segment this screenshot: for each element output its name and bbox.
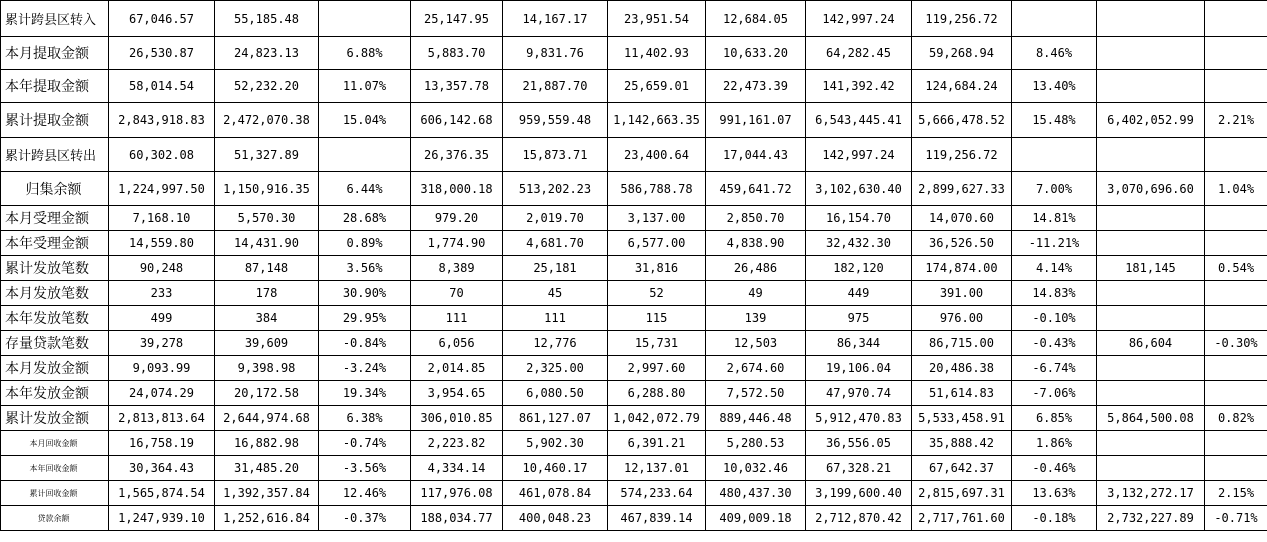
- table-cell[interactable]: 9,093.99: [109, 356, 215, 381]
- row-label[interactable]: 累计跨县区转出: [1, 138, 109, 172]
- table-cell[interactable]: 39,278: [109, 331, 215, 356]
- table-cell[interactable]: 959,559.48: [503, 103, 608, 138]
- table-cell[interactable]: 979.20: [411, 206, 503, 231]
- table-cell[interactable]: 3.56%: [319, 256, 411, 281]
- table-cell[interactable]: 23,400.64: [608, 138, 706, 172]
- row-label[interactable]: 累计回收金额: [1, 481, 109, 506]
- table-cell[interactable]: 52: [608, 281, 706, 306]
- table-cell[interactable]: 119,256.72: [912, 138, 1012, 172]
- table-cell[interactable]: 4,838.90: [706, 231, 806, 256]
- row-label[interactable]: 存量贷款笔数: [1, 331, 109, 356]
- row-label[interactable]: 本月发放金额: [1, 356, 109, 381]
- table-cell[interactable]: 16,154.70: [806, 206, 912, 231]
- table-cell[interactable]: -0.84%: [319, 331, 411, 356]
- table-cell[interactable]: 889,446.48: [706, 406, 806, 431]
- table-row: [1, 138, 1267, 172]
- table-cell[interactable]: 181,145: [1097, 256, 1205, 281]
- table-cell[interactable]: [1205, 1, 1267, 37]
- table-cell[interactable]: 5,666,478.52: [912, 103, 1012, 138]
- table-cell[interactable]: 3,132,272.17: [1097, 481, 1205, 506]
- table-cell[interactable]: 5,883.70: [411, 37, 503, 70]
- table-cell[interactable]: [1097, 1, 1205, 37]
- table-cell[interactable]: 606,142.68: [411, 103, 503, 138]
- table-cell[interactable]: 2,899,627.33: [912, 172, 1012, 206]
- table-row: [1, 206, 1267, 231]
- table-cell[interactable]: 5,864,500.08: [1097, 406, 1205, 431]
- table-cell[interactable]: 111: [503, 306, 608, 331]
- table-cell[interactable]: 2,712,870.42: [806, 506, 912, 531]
- table-cell[interactable]: 10,032.46: [706, 456, 806, 481]
- table-cell[interactable]: -0.71%: [1205, 506, 1267, 531]
- table-cell[interactable]: 28.68%: [319, 206, 411, 231]
- table-cell[interactable]: 0.54%: [1205, 256, 1267, 281]
- table-cell[interactable]: 39,609: [215, 331, 319, 356]
- table-cell[interactable]: 12.46%: [319, 481, 411, 506]
- table-cell[interactable]: -3.56%: [319, 456, 411, 481]
- table-cell[interactable]: 2,815,697.31: [912, 481, 1012, 506]
- table-cell[interactable]: 124,684.24: [912, 70, 1012, 103]
- table-cell[interactable]: 36,556.05: [806, 431, 912, 456]
- table-cell[interactable]: 2,717,761.60: [912, 506, 1012, 531]
- table-cell[interactable]: 3,954.65: [411, 381, 503, 406]
- table-cell[interactable]: 67,046.57: [109, 1, 215, 37]
- table-cell[interactable]: [1205, 381, 1267, 406]
- table-cell[interactable]: -3.24%: [319, 356, 411, 381]
- table-cell[interactable]: 2.15%: [1205, 481, 1267, 506]
- table-cell[interactable]: 30.90%: [319, 281, 411, 306]
- table-cell[interactable]: 1.04%: [1205, 172, 1267, 206]
- table-cell[interactable]: 31,485.20: [215, 456, 319, 481]
- table-cell[interactable]: [1097, 281, 1205, 306]
- table-cell[interactable]: 449: [806, 281, 912, 306]
- table-cell[interactable]: 9,831.76: [503, 37, 608, 70]
- table-cell[interactable]: [1097, 206, 1205, 231]
- table-cell[interactable]: 26,486: [706, 256, 806, 281]
- table-cell[interactable]: 1,247,939.10: [109, 506, 215, 531]
- table-cell[interactable]: 70: [411, 281, 503, 306]
- row-label[interactable]: 归集余额: [1, 172, 109, 206]
- table-cell[interactable]: [1097, 70, 1205, 103]
- table-cell[interactable]: 8.46%: [1012, 37, 1097, 70]
- table-cell[interactable]: 60,302.08: [109, 138, 215, 172]
- table-cell[interactable]: [1097, 456, 1205, 481]
- table-cell[interactable]: 19.34%: [319, 381, 411, 406]
- table-cell[interactable]: 461,078.84: [503, 481, 608, 506]
- table-cell[interactable]: 1,252,616.84: [215, 506, 319, 531]
- table-cell[interactable]: -11.21%: [1012, 231, 1097, 256]
- table-cell[interactable]: 141,392.42: [806, 70, 912, 103]
- table-cell[interactable]: 6.88%: [319, 37, 411, 70]
- table-cell[interactable]: 4,681.70: [503, 231, 608, 256]
- row-label[interactable]: 累计跨县区转入: [1, 1, 109, 37]
- table-cell[interactable]: 2,674.60: [706, 356, 806, 381]
- table-cell[interactable]: 22,473.39: [706, 70, 806, 103]
- table-cell[interactable]: -0.10%: [1012, 306, 1097, 331]
- table-cell[interactable]: 86,604: [1097, 331, 1205, 356]
- table-cell[interactable]: [1097, 138, 1205, 172]
- table-cell[interactable]: 24,823.13: [215, 37, 319, 70]
- table-cell[interactable]: 11.07%: [319, 70, 411, 103]
- table-cell[interactable]: 2,850.70: [706, 206, 806, 231]
- table-row: [1, 381, 1267, 406]
- table-row: [1, 256, 1267, 281]
- table-cell[interactable]: 142,997.24: [806, 1, 912, 37]
- table-cell[interactable]: 86,344: [806, 331, 912, 356]
- table-cell[interactable]: 14,070.60: [912, 206, 1012, 231]
- table-cell[interactable]: 400,048.23: [503, 506, 608, 531]
- table-cell[interactable]: 6,577.00: [608, 231, 706, 256]
- table-cell[interactable]: [1205, 206, 1267, 231]
- table-cell[interactable]: 23,951.54: [608, 1, 706, 37]
- table-cell[interactable]: [1205, 231, 1267, 256]
- table-cell[interactable]: [1205, 138, 1267, 172]
- table-cell[interactable]: 2,223.82: [411, 431, 503, 456]
- table-cell[interactable]: -0.74%: [319, 431, 411, 456]
- table-cell[interactable]: 2,644,974.68: [215, 406, 319, 431]
- table-cell[interactable]: 586,788.78: [608, 172, 706, 206]
- table-cell[interactable]: [1097, 431, 1205, 456]
- table-cell[interactable]: 6.38%: [319, 406, 411, 431]
- table-cell[interactable]: 1,042,072.79: [608, 406, 706, 431]
- table-cell[interactable]: 26,376.35: [411, 138, 503, 172]
- table-cell[interactable]: 182,120: [806, 256, 912, 281]
- table-cell[interactable]: 12,776: [503, 331, 608, 356]
- table-cell[interactable]: 6,080.50: [503, 381, 608, 406]
- table-cell[interactable]: 3,102,630.40: [806, 172, 912, 206]
- table-cell[interactable]: [1205, 37, 1267, 70]
- table-cell[interactable]: -0.46%: [1012, 456, 1097, 481]
- row-label[interactable]: 本年提取金额: [1, 70, 109, 103]
- table-cell[interactable]: 15,731: [608, 331, 706, 356]
- table-cell[interactable]: 12,684.05: [706, 1, 806, 37]
- table-cell[interactable]: 15.48%: [1012, 103, 1097, 138]
- table-cell[interactable]: [1097, 37, 1205, 70]
- table-cell[interactable]: 20,486.38: [912, 356, 1012, 381]
- table-cell[interactable]: 142,997.24: [806, 138, 912, 172]
- table-cell[interactable]: 20,172.58: [215, 381, 319, 406]
- row-label[interactable]: 本年受理金额: [1, 231, 109, 256]
- table-cell[interactable]: 174,874.00: [912, 256, 1012, 281]
- table-cell[interactable]: 13,357.78: [411, 70, 503, 103]
- table-cell[interactable]: 7,168.10: [109, 206, 215, 231]
- row-label[interactable]: 本年发放笔数: [1, 306, 109, 331]
- table-cell[interactable]: 306,010.85: [411, 406, 503, 431]
- table-cell[interactable]: 391.00: [912, 281, 1012, 306]
- table-cell[interactable]: 5,280.53: [706, 431, 806, 456]
- table-cell[interactable]: 2,019.70: [503, 206, 608, 231]
- table-cell[interactable]: 12,137.01: [608, 456, 706, 481]
- table-cell[interactable]: 21,887.70: [503, 70, 608, 103]
- table-cell[interactable]: 1,565,874.54: [109, 481, 215, 506]
- table-cell[interactable]: 2,014.85: [411, 356, 503, 381]
- table-cell[interactable]: 13.63%: [1012, 481, 1097, 506]
- table-cell[interactable]: 87,148: [215, 256, 319, 281]
- table-cell[interactable]: [319, 1, 411, 37]
- table-cell[interactable]: 51,327.89: [215, 138, 319, 172]
- table-cell[interactable]: 5,533,458.91: [912, 406, 1012, 431]
- table-cell[interactable]: 52,232.20: [215, 70, 319, 103]
- table-cell[interactable]: 14.81%: [1012, 206, 1097, 231]
- table-cell[interactable]: 15.04%: [319, 103, 411, 138]
- table-body: [1, 1, 1267, 531]
- table-cell[interactable]: 3,137.00: [608, 206, 706, 231]
- table-cell[interactable]: [1205, 306, 1267, 331]
- table-row: [1, 172, 1267, 206]
- table-cell[interactable]: -7.06%: [1012, 381, 1097, 406]
- table-cell[interactable]: [1205, 281, 1267, 306]
- row-label[interactable]: 本月受理金额: [1, 206, 109, 231]
- table-cell[interactable]: [1205, 70, 1267, 103]
- table-cell[interactable]: [1205, 456, 1267, 481]
- table-cell[interactable]: 32,432.30: [806, 231, 912, 256]
- table-row: [1, 481, 1267, 506]
- table-cell[interactable]: 45: [503, 281, 608, 306]
- table-cell[interactable]: 976.00: [912, 306, 1012, 331]
- table-cell[interactable]: 6.44%: [319, 172, 411, 206]
- table-cell[interactable]: 2,843,918.83: [109, 103, 215, 138]
- table-cell[interactable]: 49: [706, 281, 806, 306]
- table-cell[interactable]: 16,758.19: [109, 431, 215, 456]
- table-row: [1, 70, 1267, 103]
- table-row: [1, 406, 1267, 431]
- table-row: [1, 306, 1267, 331]
- table-cell[interactable]: 2,813,813.64: [109, 406, 215, 431]
- table-cell[interactable]: 12,503: [706, 331, 806, 356]
- table-cell[interactable]: 2,997.60: [608, 356, 706, 381]
- row-label[interactable]: 本月提取金额: [1, 37, 109, 70]
- table-cell[interactable]: 25,659.01: [608, 70, 706, 103]
- table-cell[interactable]: [1012, 1, 1097, 37]
- row-label[interactable]: 累计发放笔数: [1, 256, 109, 281]
- table-cell[interactable]: 3,070,696.60: [1097, 172, 1205, 206]
- table-cell[interactable]: 6,288.80: [608, 381, 706, 406]
- table-cell[interactable]: 14,167.17: [503, 1, 608, 37]
- table-cell[interactable]: 111: [411, 306, 503, 331]
- table-cell[interactable]: 14.83%: [1012, 281, 1097, 306]
- table-cell[interactable]: 467,839.14: [608, 506, 706, 531]
- table-cell[interactable]: 64,282.45: [806, 37, 912, 70]
- table-cell[interactable]: 7,572.50: [706, 381, 806, 406]
- table-cell[interactable]: -0.18%: [1012, 506, 1097, 531]
- table-row: [1, 1, 1267, 37]
- table-cell[interactable]: 6,402,052.99: [1097, 103, 1205, 138]
- table-cell[interactable]: [319, 138, 411, 172]
- table-cell[interactable]: 975: [806, 306, 912, 331]
- table-cell[interactable]: 29.95%: [319, 306, 411, 331]
- table-cell[interactable]: 14,431.90: [215, 231, 319, 256]
- table-cell[interactable]: 25,147.95: [411, 1, 503, 37]
- table-cell[interactable]: 90,248: [109, 256, 215, 281]
- table-row: [1, 431, 1267, 456]
- table-cell[interactable]: [1097, 381, 1205, 406]
- table-cell[interactable]: 24,074.29: [109, 381, 215, 406]
- table-cell[interactable]: 2,472,070.38: [215, 103, 319, 138]
- table-cell[interactable]: [1205, 356, 1267, 381]
- table-cell[interactable]: 0.89%: [319, 231, 411, 256]
- table-cell[interactable]: 139: [706, 306, 806, 331]
- table-cell[interactable]: 1.86%: [1012, 431, 1097, 456]
- table-cell[interactable]: 58,014.54: [109, 70, 215, 103]
- table-cell[interactable]: 5,902.30: [503, 431, 608, 456]
- table-cell[interactable]: 6,056: [411, 331, 503, 356]
- table-cell[interactable]: 59,268.94: [912, 37, 1012, 70]
- table-cell[interactable]: 4,334.14: [411, 456, 503, 481]
- table-cell[interactable]: 2,325.00: [503, 356, 608, 381]
- table-cell[interactable]: 480,437.30: [706, 481, 806, 506]
- table-cell[interactable]: 8,389: [411, 256, 503, 281]
- table-cell[interactable]: [1012, 138, 1097, 172]
- table-cell[interactable]: 35,888.42: [912, 431, 1012, 456]
- table-row: [1, 37, 1267, 70]
- table-cell[interactable]: 117,976.08: [411, 481, 503, 506]
- table-cell[interactable]: 55,185.48: [215, 1, 319, 37]
- table-cell[interactable]: 14,559.80: [109, 231, 215, 256]
- table-cell[interactable]: -0.30%: [1205, 331, 1267, 356]
- row-label[interactable]: 累计发放金额: [1, 406, 109, 431]
- table-row: [1, 231, 1267, 256]
- table-cell[interactable]: 0.82%: [1205, 406, 1267, 431]
- table-cell[interactable]: 15,873.71: [503, 138, 608, 172]
- table-cell[interactable]: 11,402.93: [608, 37, 706, 70]
- row-label[interactable]: 本月回收金额: [1, 431, 109, 456]
- table-row: [1, 281, 1267, 306]
- table-cell[interactable]: 178: [215, 281, 319, 306]
- table-cell[interactable]: 1,150,916.35: [215, 172, 319, 206]
- table-cell[interactable]: 5,570.30: [215, 206, 319, 231]
- row-label[interactable]: 贷款余额: [1, 506, 109, 531]
- table-cell[interactable]: 1,224,997.50: [109, 172, 215, 206]
- table-cell[interactable]: 86,715.00: [912, 331, 1012, 356]
- table-cell[interactable]: 1,142,663.35: [608, 103, 706, 138]
- table-cell[interactable]: 13.40%: [1012, 70, 1097, 103]
- table-cell[interactable]: 318,000.18: [411, 172, 503, 206]
- table-cell[interactable]: 574,233.64: [608, 481, 706, 506]
- table-cell[interactable]: 861,127.07: [503, 406, 608, 431]
- table-cell[interactable]: 31,816: [608, 256, 706, 281]
- table-cell[interactable]: 384: [215, 306, 319, 331]
- table-cell[interactable]: 409,009.18: [706, 506, 806, 531]
- table-cell[interactable]: 5,912,470.83: [806, 406, 912, 431]
- table-cell[interactable]: 3,199,600.40: [806, 481, 912, 506]
- table-cell[interactable]: 25,181: [503, 256, 608, 281]
- table-cell[interactable]: 188,034.77: [411, 506, 503, 531]
- table-cell[interactable]: 47,970.74: [806, 381, 912, 406]
- table-cell[interactable]: 6.85%: [1012, 406, 1097, 431]
- table-cell[interactable]: 6,391.21: [608, 431, 706, 456]
- table-cell[interactable]: [1097, 356, 1205, 381]
- table-cell[interactable]: 233: [109, 281, 215, 306]
- table-cell[interactable]: 10,633.20: [706, 37, 806, 70]
- row-label[interactable]: 本月发放笔数: [1, 281, 109, 306]
- row-label[interactable]: 本年发放金额: [1, 381, 109, 406]
- table-cell[interactable]: 36,526.50: [912, 231, 1012, 256]
- table-cell[interactable]: 19,106.04: [806, 356, 912, 381]
- table-cell[interactable]: 10,460.17: [503, 456, 608, 481]
- table-cell[interactable]: 2,732,227.89: [1097, 506, 1205, 531]
- table-cell[interactable]: -6.74%: [1012, 356, 1097, 381]
- table-cell[interactable]: 513,202.23: [503, 172, 608, 206]
- table-cell[interactable]: 4.14%: [1012, 256, 1097, 281]
- table-cell[interactable]: [1097, 231, 1205, 256]
- table-cell[interactable]: -0.37%: [319, 506, 411, 531]
- table-cell[interactable]: 6,543,445.41: [806, 103, 912, 138]
- table-cell[interactable]: 991,161.07: [706, 103, 806, 138]
- table-cell[interactable]: -0.43%: [1012, 331, 1097, 356]
- table-cell[interactable]: 67,642.37: [912, 456, 1012, 481]
- table-row: [1, 506, 1267, 531]
- table-cell[interactable]: 119,256.72: [912, 1, 1012, 37]
- table-cell[interactable]: [1097, 306, 1205, 331]
- table-cell[interactable]: [1205, 431, 1267, 456]
- table-cell[interactable]: 7.00%: [1012, 172, 1097, 206]
- table-cell[interactable]: 17,044.43: [706, 138, 806, 172]
- table-cell[interactable]: 1,774.90: [411, 231, 503, 256]
- row-label[interactable]: 本年回收金额: [1, 456, 109, 481]
- table-row: [1, 103, 1267, 138]
- table-cell[interactable]: 30,364.43: [109, 456, 215, 481]
- table-row: [1, 356, 1267, 381]
- table-cell[interactable]: 499: [109, 306, 215, 331]
- row-label[interactable]: 累计提取金额: [1, 103, 109, 138]
- table-cell[interactable]: 2.21%: [1205, 103, 1267, 138]
- table-cell[interactable]: 51,614.83: [912, 381, 1012, 406]
- table-cell[interactable]: 26,530.87: [109, 37, 215, 70]
- table-cell[interactable]: 1,392,357.84: [215, 481, 319, 506]
- table-cell[interactable]: 67,328.21: [806, 456, 912, 481]
- table-cell[interactable]: 459,641.72: [706, 172, 806, 206]
- table-cell[interactable]: 9,398.98: [215, 356, 319, 381]
- table-cell[interactable]: 16,882.98: [215, 431, 319, 456]
- table-row: [1, 456, 1267, 481]
- table-row: [1, 331, 1267, 356]
- table-cell[interactable]: 115: [608, 306, 706, 331]
